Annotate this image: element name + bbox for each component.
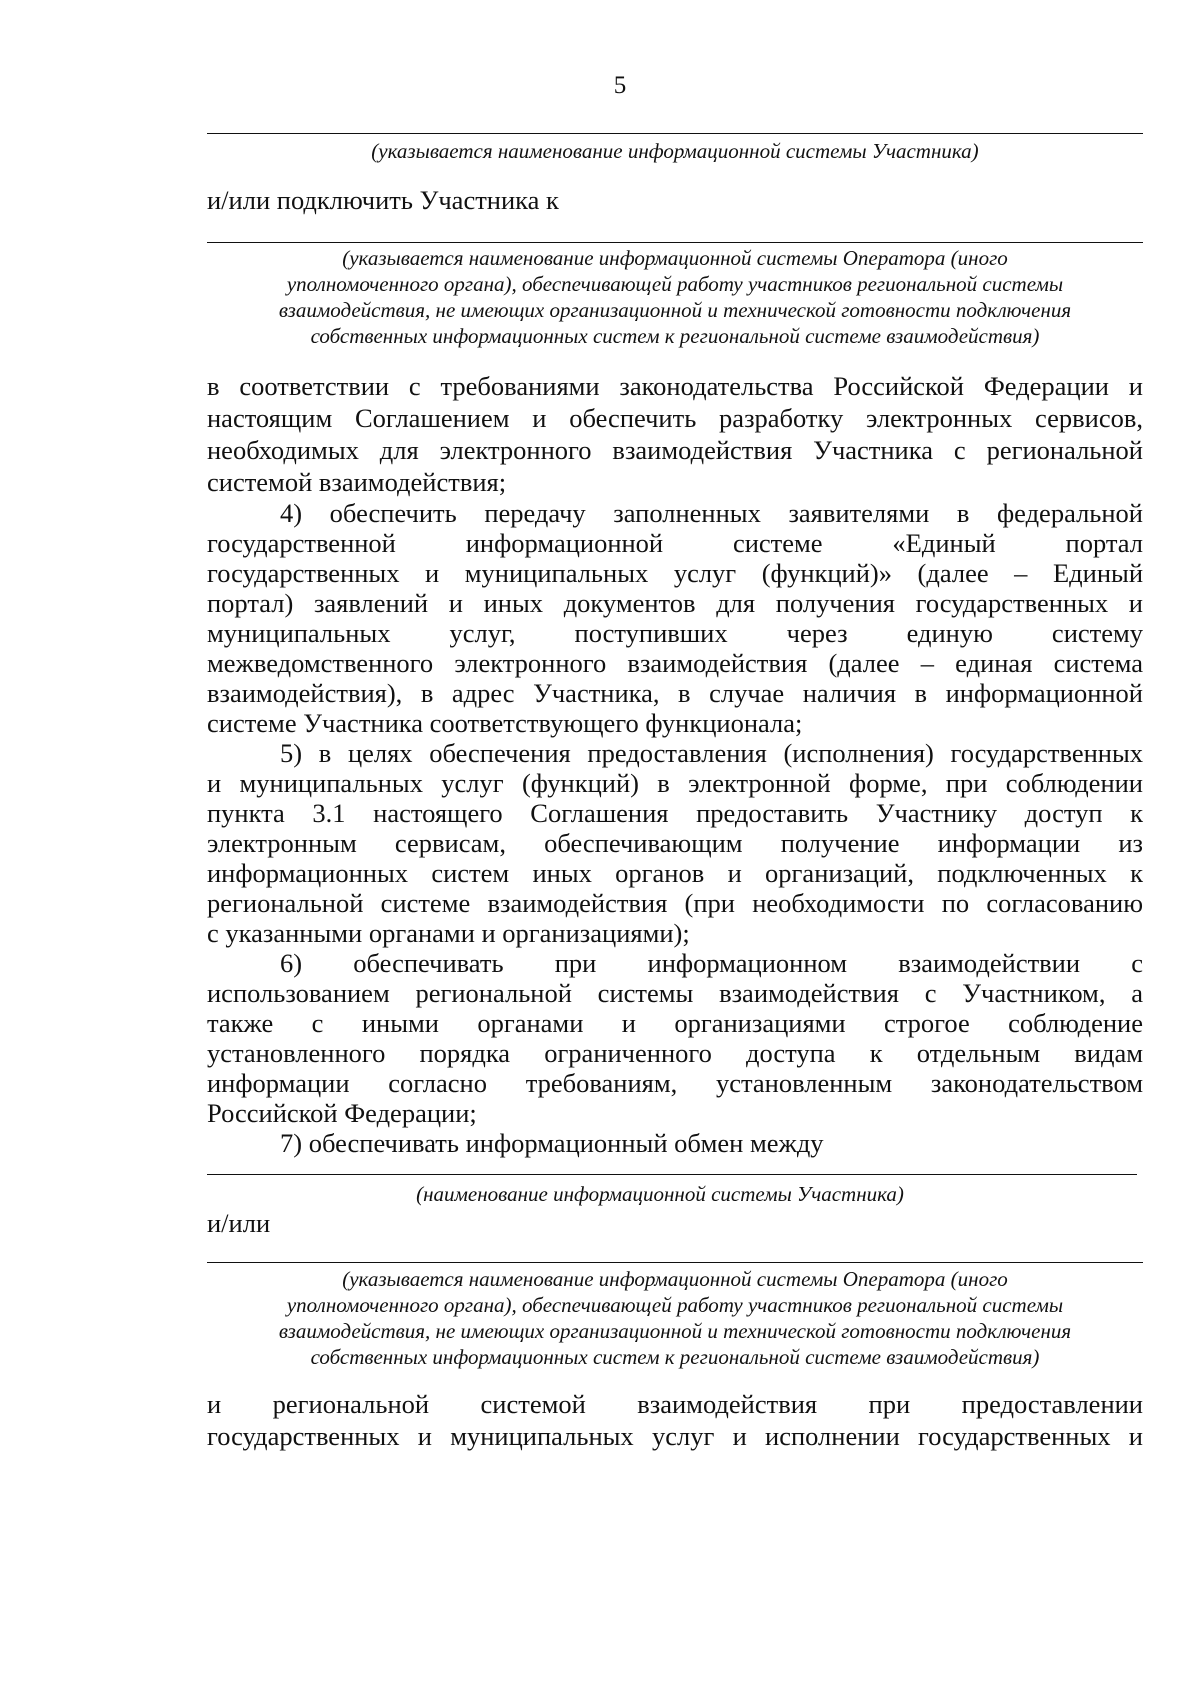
caption-operator-line-3: взаимодействия, не имеющих организационной и технической готовности подключения: [278, 298, 1072, 322]
body-line: в соответствии с требованиями законодательства Российской Федерации и: [207, 371, 1143, 401]
fill-line-operator-system-2: [207, 1262, 1143, 1263]
item-4-line: 4) обеспечить передачу заполненных заявителями в федеральной: [280, 498, 1143, 528]
body-line: и региональной системой взаимодействия при предоставлении: [207, 1389, 1143, 1419]
text-ili: и/или: [207, 1208, 271, 1238]
page-number: 5: [613, 72, 627, 99]
body-line: и муниципальных услуг (функций) в электронной форме, при соблюдении: [207, 768, 1143, 798]
body-line: настоящим Соглашением и обеспечить разработку электронных сервисов,: [207, 403, 1143, 433]
item-7-line: 7) обеспечивать информационный обмен между: [280, 1128, 824, 1158]
item-5-line: 5) в целях обеспечения предоставления (исполнения) государственных: [280, 738, 1143, 768]
body-line: пункта 3.1 настоящего Соглашения предоставить Участнику доступ к: [207, 798, 1143, 828]
caption-operator-2-line-4: собственных информационных систем к региональной системе взаимодействия): [310, 1345, 1040, 1369]
body-line: системой взаимодействия;: [207, 467, 507, 497]
body-line: взаимодействия), в адрес Участника, в случае наличия в информационной: [207, 678, 1143, 708]
body-line: региональной системе взаимодействия (при необходимости по согласованию: [207, 888, 1143, 918]
body-line: межведомственного электронного взаимодействия (далее – единая система: [207, 648, 1143, 678]
body-line: системе Участника соответствующего функционала;: [207, 708, 803, 738]
body-line: информационных систем иных органов и организаций, подключенных к: [207, 858, 1143, 888]
body-line: муниципальных услуг, поступивших через единую систему: [207, 618, 1143, 648]
body-line: информации согласно требованиям, установленным законодательством: [207, 1068, 1143, 1098]
item-6-line: 6) обеспечивать при информационном взаимодействии с: [280, 948, 1143, 978]
body-line: государственной информационной системе «Единый портал: [207, 528, 1143, 558]
caption-participant-system-2: (наименование информационной системы Участника): [416, 1182, 904, 1206]
body-line: также с иными органами и организациями строгое соблюдение: [207, 1008, 1143, 1038]
body-line: с указанными органами и организациями);: [207, 918, 690, 948]
body-line: портал) заявлений и иных документов для получения государственных и: [207, 588, 1143, 618]
text-ili-connect: и/или подключить Участника к: [207, 185, 559, 215]
caption-operator-2-line-2: уполномоченного органа), обеспечивающей работу участников региональной системы: [286, 1293, 1064, 1317]
body-line: государственных и муниципальных услуг и исполнении государственных и: [207, 1421, 1143, 1451]
body-line: необходимых для электронного взаимодействия Участника с региональной: [207, 435, 1143, 465]
fill-line-participant-system: [207, 133, 1143, 134]
fill-line-participant-system-2: [207, 1174, 1137, 1175]
fill-line-operator-system: [207, 242, 1143, 243]
caption-participant-system: (указывается наименование информационной системы Участника): [371, 139, 979, 163]
caption-operator-line-1: (указывается наименование информационной системы Оператора (иного: [342, 246, 1008, 270]
body-line: использованием региональной системы взаимодействия с Участником, а: [207, 978, 1143, 1008]
caption-operator-2-line-3: взаимодействия, не имеющих организационной и технической готовности подключения: [278, 1319, 1072, 1343]
body-line: государственных и муниципальных услуг (функций)» (далее – Единый: [207, 558, 1143, 588]
body-line: установленного порядка ограниченного доступа к отдельным видам: [207, 1038, 1143, 1068]
body-line: электронным сервисам, обеспечивающим получение информации из: [207, 828, 1143, 858]
caption-operator-line-4: собственных информационных систем к региональной системе взаимодействия): [310, 324, 1040, 348]
body-line: Российской Федерации;: [207, 1098, 477, 1128]
caption-operator-line-2: уполномоченного органа), обеспечивающей работу участников региональной системы: [286, 272, 1064, 296]
caption-operator-2-line-1: (указывается наименование информационной системы Оператора (иного: [342, 1267, 1008, 1291]
